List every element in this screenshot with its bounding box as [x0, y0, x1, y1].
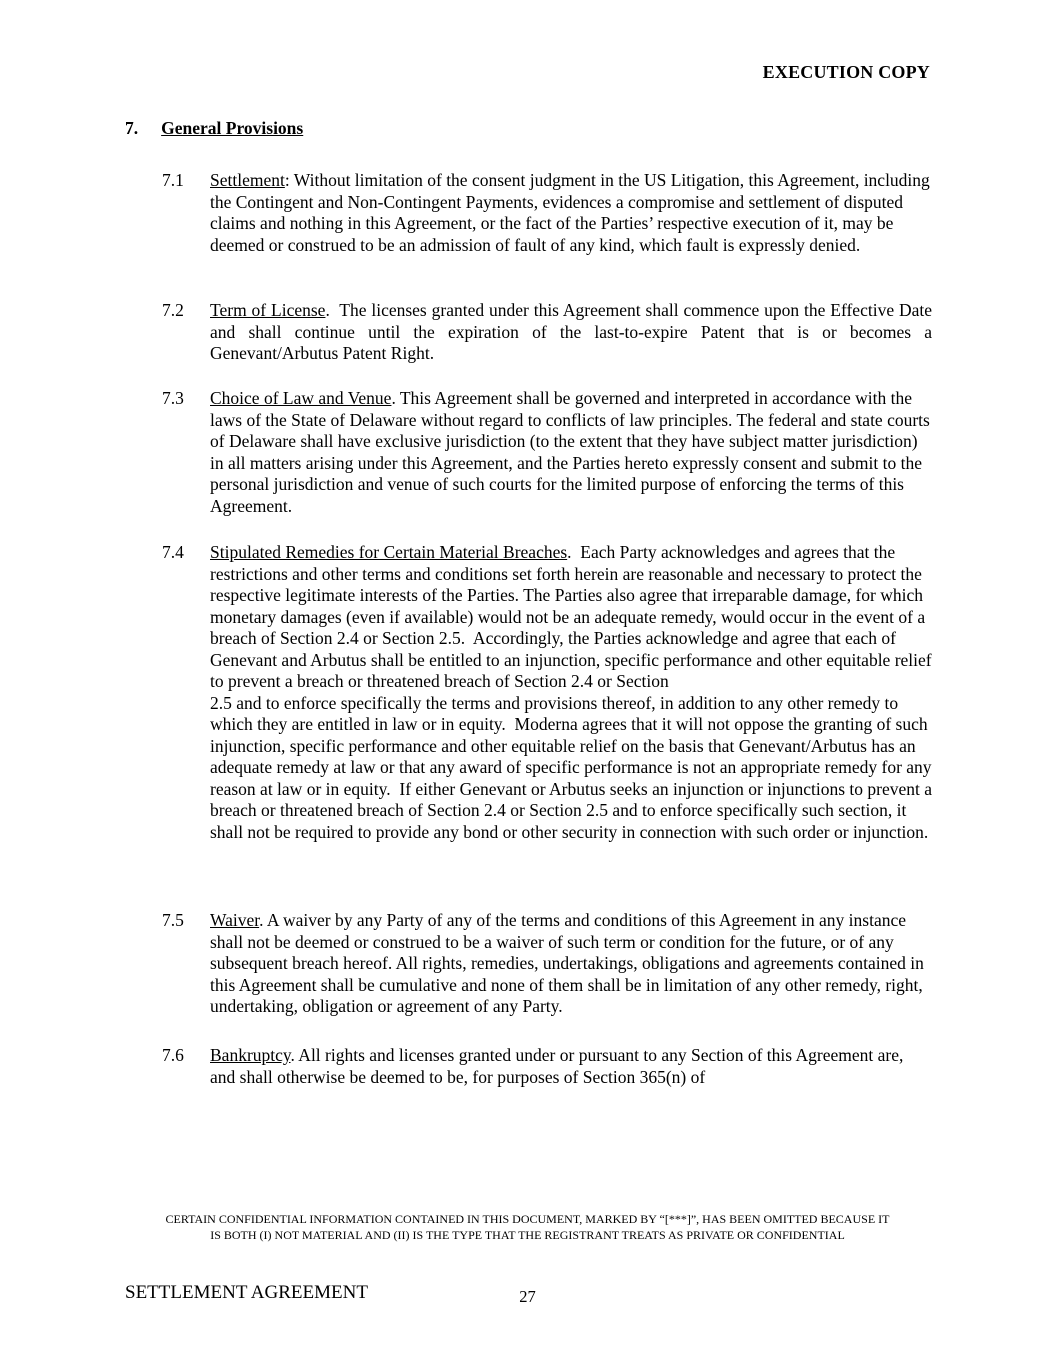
subsection-7-5 [162, 910, 932, 1018]
section-heading [125, 118, 303, 139]
subsection-7-6-number: 7.6 [162, 1045, 184, 1065]
subsection-7-5-paragraph [210, 910, 932, 1018]
subsection-7-2-body: . The licenses granted under this Agreement shall commence upon the Effective Date and shall continue until the expiration of the last-to-expire Patent that is or becomes a Genevant/Arbutus Patent Right. [210, 300, 937, 363]
subsection-7-1-paragraph [210, 170, 935, 256]
section-title: General Provisions [161, 118, 304, 138]
subsection-7-1 [162, 170, 935, 256]
subsection-7-3-paragraph [210, 388, 935, 517]
subsection-7-4-heading: Stipulated Remedies for Certain Material Breaches [210, 542, 568, 562]
section-number: 7. [125, 118, 139, 138]
subsection-7-3 [162, 388, 935, 517]
disclaimer-line-2: IS BOTH (I) NOT MATERIAL AND (II) IS THE TYPE THAT THE REGISTRANT TREATS AS PRIVATE OR CONFIDENTIAL [210, 1227, 845, 1242]
document-title: SETTLEMENT AGREEMENT [125, 1282, 368, 1303]
subsection-7-1-body: : Without limitation of the consent judgment in the US Litigation, this Agreement, including the Contingent and Non-Contingent Payments, evidences a compromise and settlement of disputed claims and nothing in this Agreement, or the fact of the Parties’ respective execution of it, may be deemed or construed to be an admission of fault of any kind, which fault is expressly denied. [210, 170, 935, 255]
subsection-7-4-body: . Each Party acknowledges and agrees that the restrictions and other terms and conditions set forth herein are reasonable and necessary to protect the respective legitimate interests of the Parties. The Parties also agree that irreparable damage, for which monetary damages (even if available) would not be an adequate remedy, would occur in the event of a breach of Section 2.4 or Section 2.5. Accordingly, the Parties acknowledge and agree that each of Genevant and Arbutus shall be entitled to an injunction, specific performance and other equitable relief to prevent a breach or threatened breach of Section 2.4 or Section [210, 542, 936, 691]
subsection-7-5-heading: Waiver [210, 910, 260, 930]
subsection-7-3-body: . This Agreement shall be governed and interpreted in accordance with the laws of the State of Delaware without regard to conflicts of law principles. The federal and state courts of Delaware shall have exclusive jurisdiction (to the extent that they have subject matter jurisdiction) in all matters arising under this Agreement, and the Parties hereto expressly consent and submit to the personal jurisdiction and venue of such courts for the limited purpose of enforcing the terms of this Agreement. [210, 388, 935, 516]
subsection-7-4-paragraph [210, 542, 937, 843]
subsection-7-4 [162, 542, 937, 843]
subsection-7-6-paragraph [210, 1045, 932, 1088]
page-number: 27 [519, 1287, 536, 1306]
subsection-7-4-number: 7.4 [162, 542, 184, 562]
subsection-7-2-heading: Term of License [210, 300, 326, 320]
subsection-7-6-body: . All rights and licenses granted under or pursuant to any Section of this Agreement are, and shall otherwise be deemed to be, for purposes of Section 365(n) of [210, 1045, 908, 1087]
subsection-7-3-number: 7.3 [162, 388, 184, 408]
disclaimer-line-1: CERTAIN CONFIDENTIAL INFORMATION CONTAINED IN THIS DOCUMENT, MARKED BY “[***]”, HAS BEEN OMITTED BECAUSE IT [165, 1212, 890, 1226]
execution-copy-label: EXECUTION COPY [762, 62, 930, 82]
subsection-7-2-paragraph [210, 300, 937, 365]
subsection-7-4-body-continued: 2.5 and to enforce specifically the terms and provisions thereof, in addition to any other remedy to which they are entitled in law or in equity. Moderna agrees that it will not oppose the granting of such injunction, specific performance and other equitable relief on the basis that Genevant/Arbutus has an adequate remedy at law or that any award of specific performance is not an appropriate remedy for any reason at law or in equity. If either Genevant or Arbutus seeks an injunction or injunctions to prevent a breach or threatened breach of Section 2.4 or Section 2.5 and to enforce specifically such section, it shall not be required to provide any bond or other security in connection with such order or injunction. [210, 692, 937, 842]
subsection-7-5-body: . A waiver by any Party of any of the terms and conditions of this Agreement in any instance shall not be deemed or construed to be a waiver of such term or condition for the future, or of any subsequent breach hereof. All rights, remedies, undertakings, obligations and agreements contained in this Agreement shall be cumulative and none of them shall be in limitation of any other remedy, right, undertaking, obligation or agreement of any Party. [210, 910, 929, 1016]
subsection-7-5-number: 7.5 [162, 910, 184, 930]
subsection-7-1-heading: Settlement [210, 170, 285, 190]
confidentiality-disclaimer [0, 1212, 1055, 1243]
subsection-7-2 [162, 300, 937, 365]
subsection-7-2-number: 7.2 [162, 300, 184, 320]
subsection-7-1-number: 7.1 [162, 170, 184, 190]
subsection-7-6-heading: Bankruptcy [210, 1045, 291, 1065]
subsection-7-6 [162, 1045, 932, 1088]
subsection-7-3-heading: Choice of Law and Venue [210, 388, 392, 408]
